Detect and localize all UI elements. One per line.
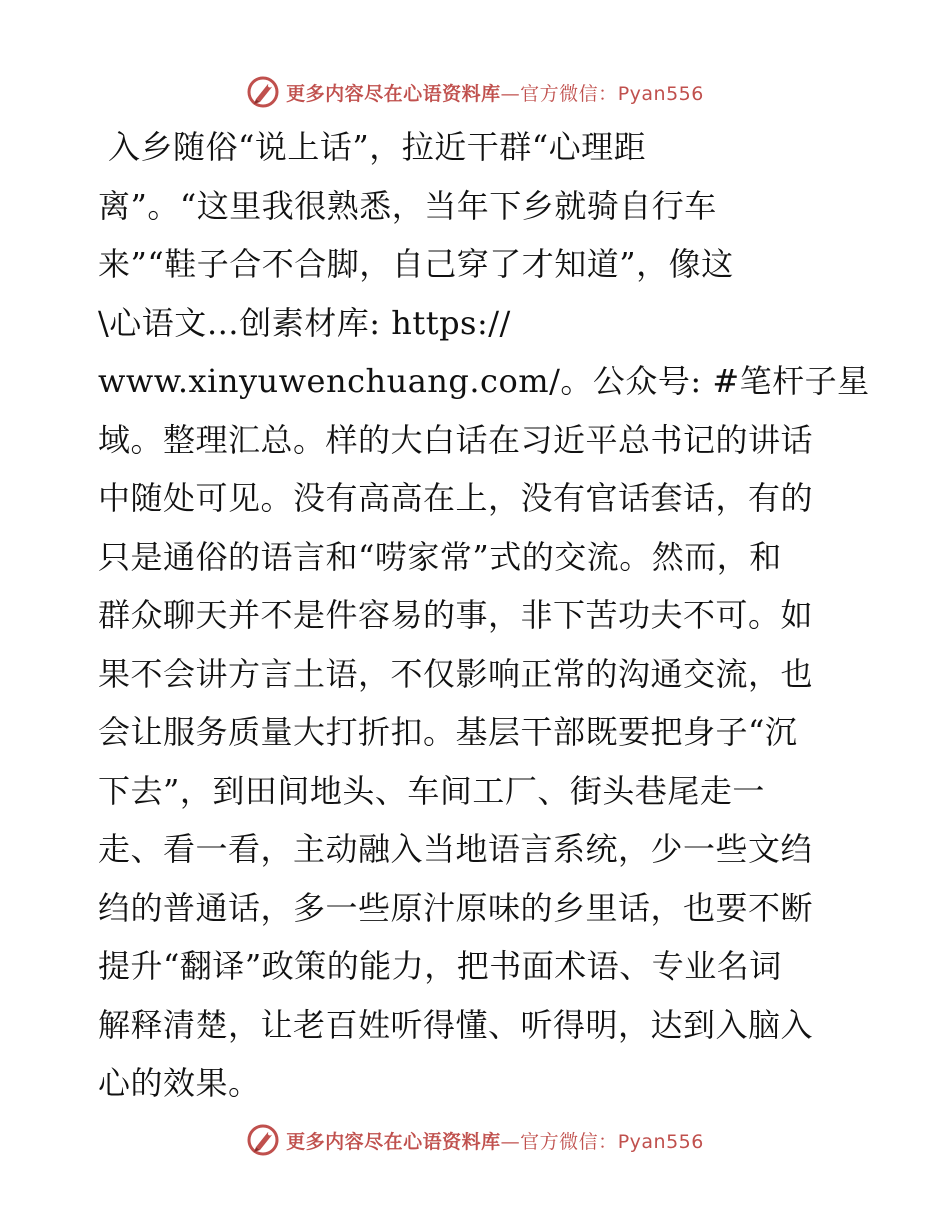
watermark-id: Pyan556 xyxy=(617,82,704,105)
body-line: 会让服务质量大打折扣。基层干部既要把身子“沉 xyxy=(98,713,798,751)
document-body xyxy=(98,118,870,1113)
body-line: 域。整理汇总。样的大白话在习近平总书记的讲话 xyxy=(98,420,814,459)
watermark-text xyxy=(286,1127,704,1154)
body-line: 只是通俗的语言和“唠家常”式的交流。然而，和 xyxy=(98,537,782,576)
pen-logo-icon xyxy=(246,75,280,109)
body-line: 来”“鞋子合不合脚，自己穿了才知道”，像这 xyxy=(98,245,734,283)
body-line: 下去”，到田间地头、车间工厂、街头巷尾走一 xyxy=(98,771,765,810)
body-line: \心语文…创素材库: https:// xyxy=(98,303,511,342)
watermark-dash: — xyxy=(500,82,521,105)
footer-watermark xyxy=(0,1120,950,1160)
body-line: 解释清楚，让老百姓听得懂、听得明，达到入脑入 xyxy=(98,1005,814,1044)
body-line: 绉的普通话，多一些原汁原味的乡里话，也要不断 xyxy=(98,888,814,927)
body-line: 走、看一看，主动融入当地语言系统，少一些文绉 xyxy=(98,830,814,868)
body-line: 入乡随俗“说上话”，拉近干群“心理距 xyxy=(108,128,647,166)
watermark-main: 更多内容尽在心语资料库 xyxy=(286,1130,501,1153)
watermark-id: Pyan556 xyxy=(617,1130,704,1153)
body-line: 中随处可见。没有高高在上，没有官话套话，有的 xyxy=(98,479,814,517)
pen-logo-icon xyxy=(246,1123,280,1157)
body-line: 离”。“这里我很熟悉，当年下乡就骑自行车 xyxy=(98,186,717,225)
watermark-sub: 官方微信： xyxy=(520,1130,618,1153)
body-line: 群众聊天并不是件容易的事，非下苦功夫不可。如 xyxy=(98,596,814,634)
body-line: 果不会讲方言土语，不仅影响正常的沟通交流，也 xyxy=(98,654,814,693)
watermark-main: 更多内容尽在心语资料库 xyxy=(286,82,501,105)
body-line: 提升“翻译”政策的能力，把书面术语、专业名词 xyxy=(98,947,782,985)
header-watermark xyxy=(0,72,950,112)
body-line: www.xinyuwenchuang.com/。公众号: #笔杆子星 xyxy=(98,362,870,400)
watermark-text xyxy=(286,79,704,106)
body-line: 心的效果。 xyxy=(98,1064,261,1102)
watermark-dash: — xyxy=(500,1130,521,1153)
watermark-sub: 官方微信： xyxy=(520,82,618,105)
